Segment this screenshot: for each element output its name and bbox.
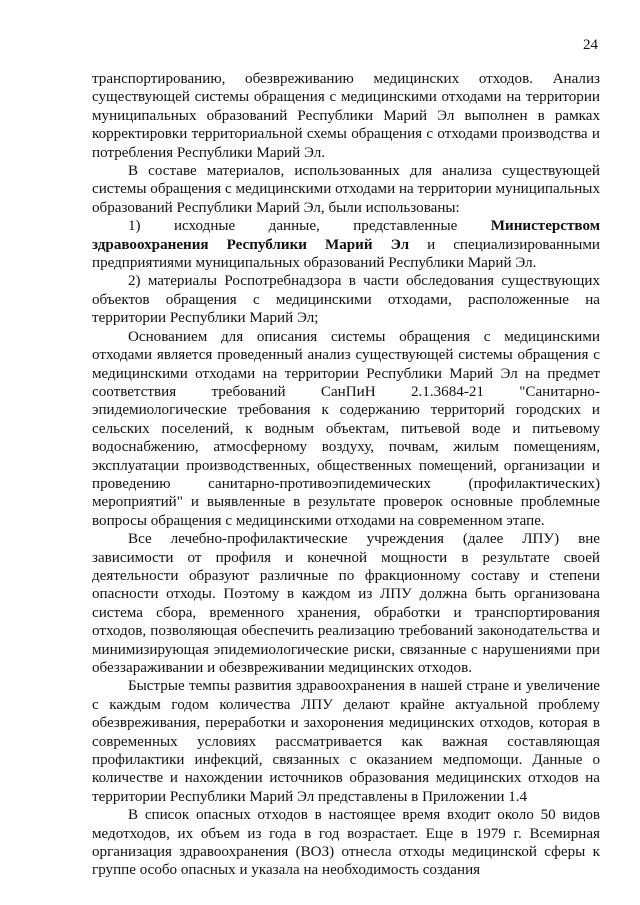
paragraph-growth: Быстрые темпы развития здравоохранения в нашей стране и увеличение с каждым годом количества ЛПУ делают крайне актуальной проблему обезвреживания, переработки и захоронения медицинских отходов, которая в современных условиях рассматривается как важная составляющая профилактики инфекций, связанных с оказанием медпомощи. Данные о количестве и нахождении источников образования медицинских отходов на территории Республики Марий Эл представлены в Приложении 1.4	[92, 678, 600, 805]
paragraph-list-item-1	[92, 217, 600, 272]
paragraph-materials-intro: В составе материалов, использованных для анализа существующей системы обращения с медицинскими отходами на территории муниципальных образований Республики Марий Эл, были использованы:	[92, 163, 600, 216]
ministry-name: Министерством здравоохранения Республики Марий Эл	[92, 218, 600, 253]
page-number: 24	[583, 37, 598, 53]
paragraph-basis: Основанием для описания системы обращения с медицинскими отходами является проведенный анализ существующей системы обращения с медицинскими отходами на территории Республики Марий Эл на предмет соответствия требований СанПиН 2.1.3684-21 "Санитарно-эпидемиологические требования к содержанию территорий городских и сельских поселений, к водным объектам, питьевой воде и питьевому водоснабжению, атмосферному воздуху, почвам, жилым помещениям, эксплуатации производственных, общественных помещений, организации и проведению санитарно-противоэпидемических (профилактических) мероприятий" и выявленные в результате проверок основные проблемные вопросы обращения с медицинскими отходами на современном этапе.	[92, 328, 600, 529]
list-item-1-lead: 1) исходные данные, представленные	[128, 218, 491, 235]
paragraph-continuation: транспортированию, обезвреживанию медицинских отходов. Анализ существующей системы обращения с медицинскими отходами на территории муниципальных образований Республики Марий Эл выполнен в рамках корректировки территориальной схемы обращения с отходами производства и потребления Республики Марий Эл.	[92, 71, 600, 161]
paragraph-hazardous-list: В список опасных отходов в настоящее время входит около 50 видов медотходов, их объем из года в год возрастает. Еще в 1979 г. Всемирная организация здравоохранения (ВОЗ) отнесла отходы медицинской сферы к группе особо опасных и указала на необходимость создания	[92, 807, 600, 879]
paragraph-list-item-2: 2) материалы Роспотребнадзора в части обследования существующих объектов обращения с медицинскими отходами, расположенные на территории Республики Марий Эл;	[92, 273, 600, 327]
body-text	[92, 70, 600, 880]
list-item-1-tail: и специализированными предприятиями муниципальных образований Республики Марий Эл.	[92, 236, 600, 272]
paragraph-lpu: Все лечебно-профилактические учреждения (далее ЛПУ) вне зависимости от профиля и конечной мощности в результате своей деятельности образуют различные по фракционному составу и степени опасности отходы. Поэтому в каждом из ЛПУ должна быть организована система сбора, временного хранения, обработки и транспортирования отходов, позволяющая обеспечить реализацию требований законодательства и минимизирующая эпидемиологические риски, связанные с нарушениями при обеззараживании и обезвреживании медицинских отходов.	[92, 531, 600, 676]
